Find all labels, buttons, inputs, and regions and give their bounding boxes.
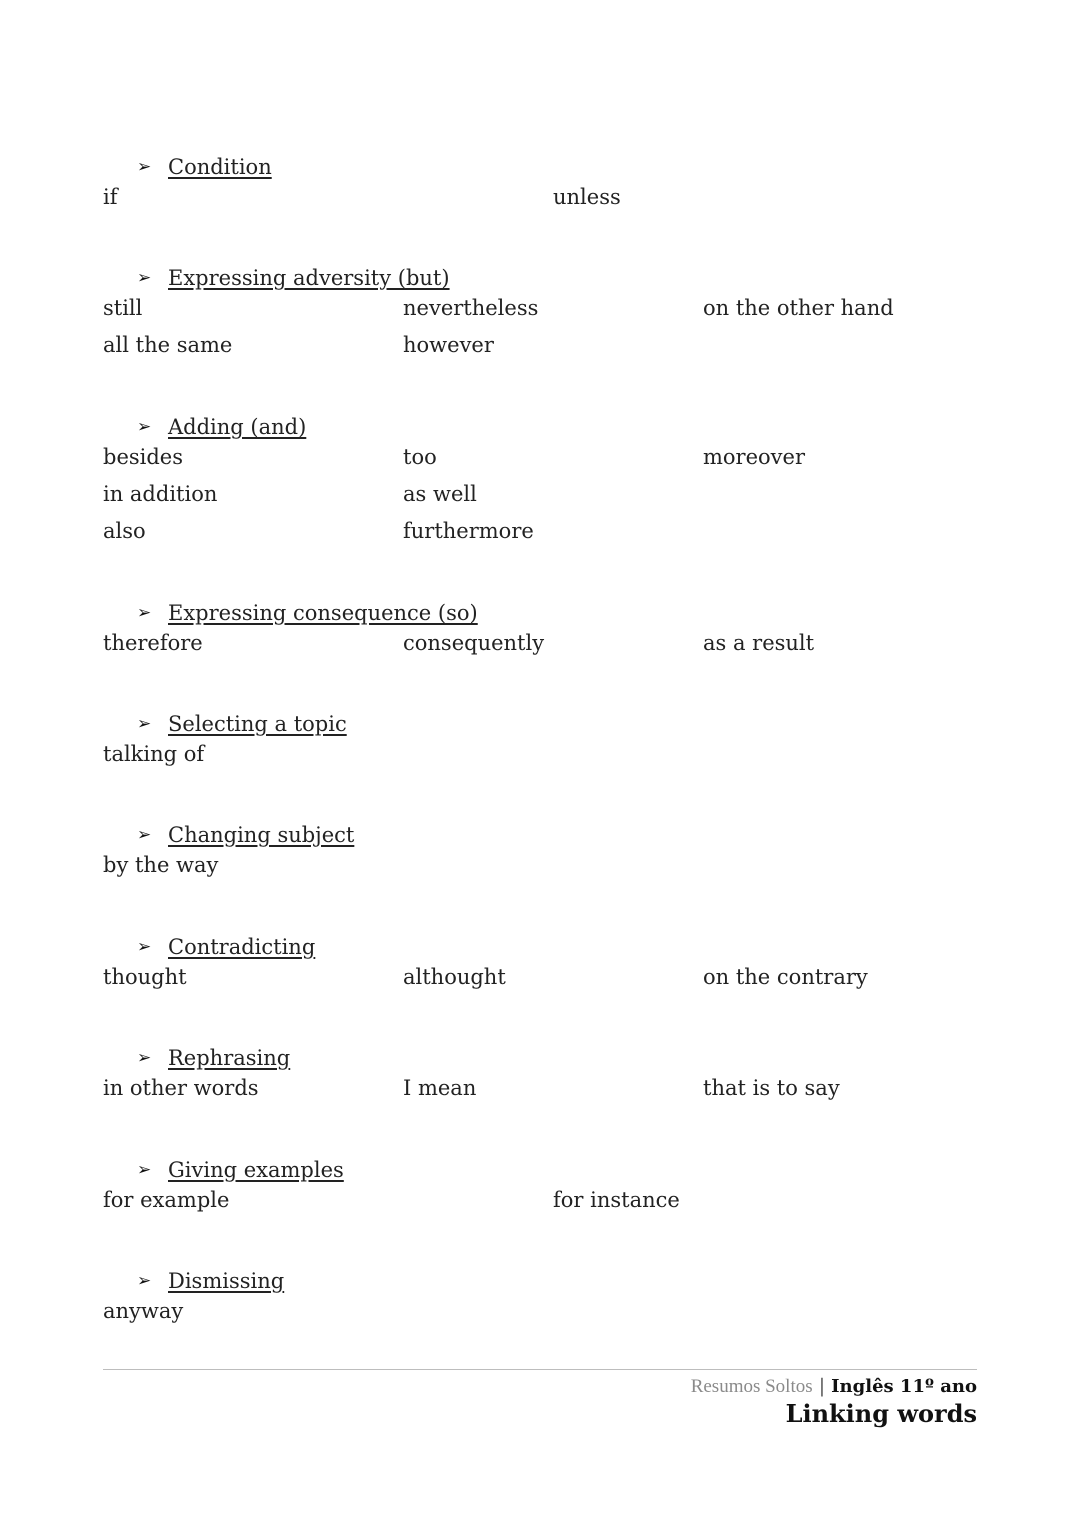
word-row [103,850,983,887]
linking-word: that is to say [703,1076,840,1100]
section-giving-examples [103,1155,983,1222]
document-title: Linking words [785,1399,977,1428]
word-row [103,962,983,999]
linking-word: moreover [703,445,805,469]
linking-word: also [103,519,146,543]
footer-header-line [691,1374,977,1399]
linking-word: by the way [103,853,219,877]
linking-word: I mean [403,1076,477,1100]
word-row [103,1073,983,1110]
word-row [103,628,983,665]
section-heading [103,820,983,850]
linking-word: in addition [103,482,218,506]
footer-subject: Inglês 11º ano [831,1376,977,1397]
linking-word: nevertheless [403,296,539,320]
section-heading [103,1266,983,1296]
section-heading [103,412,983,442]
section-title: Adding (and) [168,415,307,439]
arrowhead-bullet-icon: ➢ [137,157,152,177]
word-row [103,739,983,776]
arrowhead-bullet-icon: ➢ [137,268,152,288]
footer-source: Resumos Soltos [690,1376,813,1397]
linking-word: anyway [103,1299,184,1323]
linking-word: in other words [103,1076,259,1100]
linking-word: as a result [703,631,815,655]
linking-word: all the same [103,333,233,357]
linking-word: furthermore [403,519,534,543]
word-row [103,293,983,330]
word-row [103,442,983,479]
section-title: Selecting a topic [168,712,347,736]
section-changing-subject [103,820,983,887]
section-heading [103,709,983,739]
word-row [103,330,983,367]
section-heading [103,152,983,182]
arrowhead-bullet-icon: ➢ [137,937,152,957]
page-footer [691,1374,977,1429]
section-title: Contradicting [168,935,316,959]
section-heading [103,1155,983,1185]
section-title: Changing subject [168,823,355,847]
linking-word: consequently [403,631,545,655]
section-contradicting [103,932,983,999]
section-dismissing [103,1266,983,1333]
section-adding [103,412,983,553]
section-heading [103,1043,983,1073]
section-heading [103,263,983,293]
section-selecting-a-topic [103,709,983,776]
section-title: Expressing adversity (but) [168,266,450,290]
word-row [103,479,983,516]
linking-word: for example [103,1188,230,1212]
footer-divider [103,1369,977,1370]
arrowhead-bullet-icon: ➢ [137,1271,152,1291]
section-title: Giving examples [168,1158,344,1182]
section-condition [103,152,983,219]
linking-word: thought [103,965,187,989]
arrowhead-bullet-icon: ➢ [137,417,152,437]
linking-word: althought [403,965,506,989]
linking-word: as well [403,482,477,506]
linking-word: unless [553,185,621,209]
linking-word: too [403,445,437,469]
linking-word: on the other hand [703,296,894,320]
word-row [103,516,983,553]
section-heading [103,598,983,628]
word-row [103,1296,983,1333]
section-title: Rephrasing [168,1046,291,1070]
linking-word: talking of [103,742,205,766]
linking-word: for instance [553,1188,680,1212]
arrowhead-bullet-icon: ➢ [137,603,152,623]
linking-word: besides [103,445,184,469]
word-row [103,1185,983,1222]
arrowhead-bullet-icon: ➢ [137,825,152,845]
section-rephrasing [103,1043,983,1110]
linking-word: however [403,333,494,357]
section-heading [103,932,983,962]
section-expressing-consequence [103,598,983,665]
linking-word: still [103,296,143,320]
arrowhead-bullet-icon: ➢ [137,1160,152,1180]
section-title: Dismissing [168,1269,285,1293]
linking-word: on the contrary [703,965,868,989]
linking-word: therefore [103,631,203,655]
footer-separator: | [818,1375,826,1397]
section-title: Expressing consequence (so) [168,601,478,625]
arrowhead-bullet-icon: ➢ [137,714,152,734]
section-title: Condition [168,155,272,179]
section-expressing-adversity [103,263,983,367]
arrowhead-bullet-icon: ➢ [137,1048,152,1068]
word-row [103,182,983,219]
linking-word: if [103,185,118,209]
